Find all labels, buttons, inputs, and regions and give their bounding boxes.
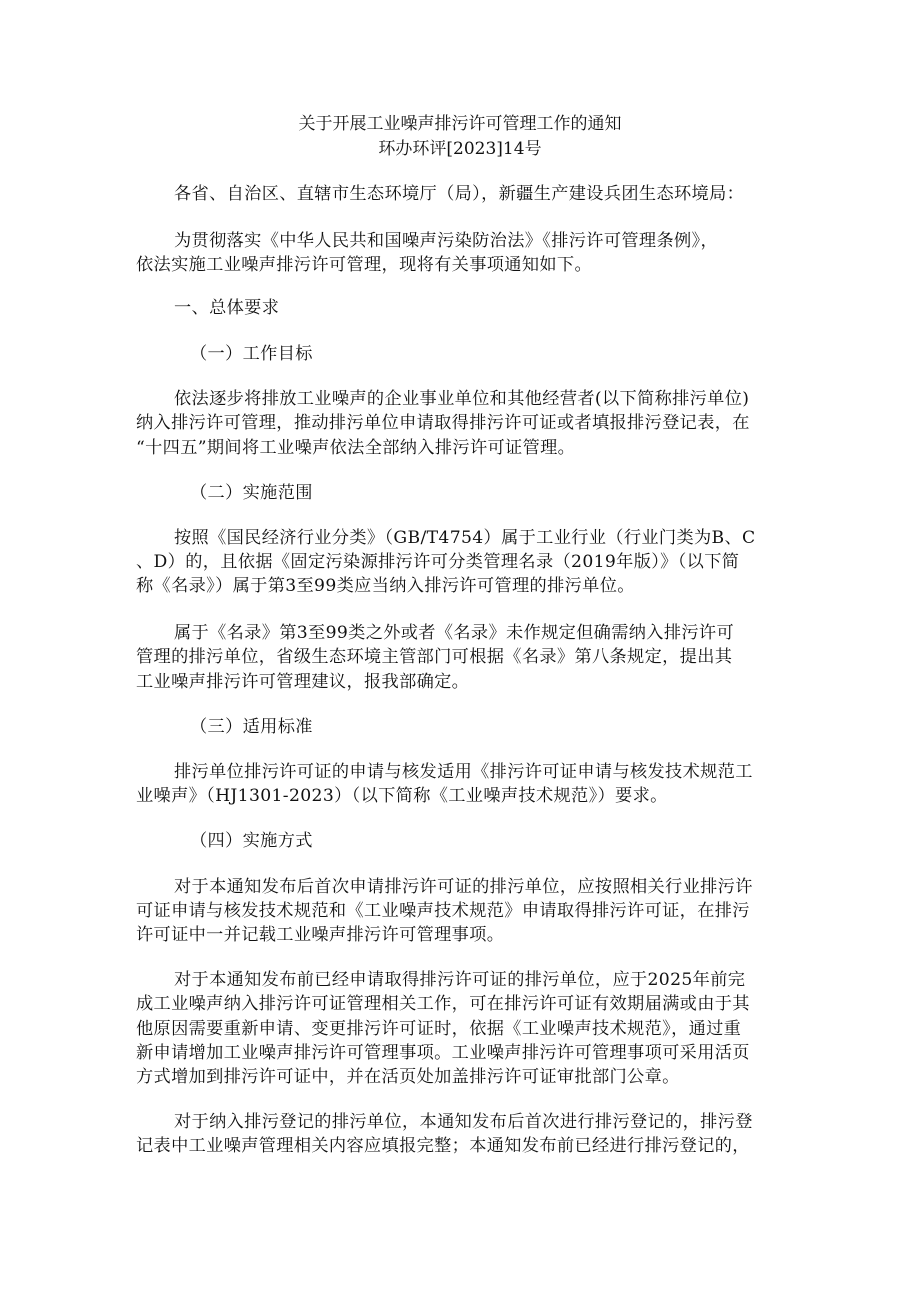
paragraph-line: 工业噪声排污许可管理建议，报我部确定。 xyxy=(136,672,470,692)
paragraph-line: 、D）的，且依据《固定污染源排污许可分类管理名录（2019年版）》（以下简 xyxy=(136,552,740,572)
document-number: 环办环评[2023]14号 xyxy=(378,139,542,159)
paragraph-line: 记表中工业噪声管理相关内容应填报完整；本通知发布前已经进行排污登记的， xyxy=(136,1136,750,1156)
paragraph-line: 纳入排污许可管理，推动排污单位申请取得排污许可证或者填报排污登记表，在 xyxy=(136,413,750,433)
section-heading-general-requirements: 一、总体要求 xyxy=(174,298,280,318)
paragraph-line: 属于《名录》第3至99类之外或者《名录》未作规定但确需纳入排污许可 xyxy=(174,623,734,643)
paragraph-line: 排污单位排污许可证的申请与核发适用《排污许可证申请与核发技术规范工 xyxy=(174,762,753,782)
salutation: 各省、自治区、直辖市生态环境厅（局），新疆生产建设兵团生态环境局： xyxy=(174,184,745,204)
paragraph-line: 称《名录》）属于第3至99类应当纳入排污许可管理的排污单位。 xyxy=(136,576,635,596)
intro-line-2: 依法实施工业噪声排污许可管理，现将有关事项通知如下。 xyxy=(136,255,592,275)
paragraph-line: 按照《国民经济行业分类》（GB/T4754）属于工业行业（行业门类为B、C xyxy=(174,528,756,548)
paragraph-line: 他原因需要重新申请、变更排污许可证时，依据《工业噪声技术规范》，通过重 xyxy=(136,1019,742,1039)
paragraph-line: 业噪声》（HJ1301-2023）（以下简称《工业噪声技术规范》）要求。 xyxy=(136,786,668,806)
subsection-heading-scope: （二）实施范围 xyxy=(190,483,313,503)
paragraph-line: 新申请增加工业噪声排污许可管理事项。工业噪声排污许可管理事项可采用活页 xyxy=(136,1043,750,1063)
paragraph-line: 管理的排污单位，省级生态环境主管部门可根据《名录》第八条规定，提出其 xyxy=(136,647,733,667)
paragraph-line: 对于本通知发布前已经申请取得排污许可证的排污单位，应于2025年前完 xyxy=(174,970,746,990)
paragraph-line: “十四五”期间将工业噪声依法全部纳入排污许可证管理。 xyxy=(136,438,576,458)
paragraph-line: 可证申请与核发技术规范和《工业噪声技术规范》申请取得排污许可证，在排污 xyxy=(136,901,750,921)
subsection-heading-implementation: （四）实施方式 xyxy=(190,831,313,851)
document-title: 关于开展工业噪声排污许可管理工作的通知 xyxy=(298,114,622,134)
paragraph-line: 依法逐步将排放工业噪声的企业事业单位和其他经营者(以下简称排污单位) xyxy=(174,389,750,409)
subsection-heading-standards: （三）适用标准 xyxy=(190,717,313,737)
document-header xyxy=(0,112,920,162)
subsection-heading-work-goal: （一）工作目标 xyxy=(190,344,313,364)
paragraph-line: 对于本通知发布后首次申请排污许可证的排污单位，应按照相关行业排污许 xyxy=(174,877,753,897)
intro-line-1: 为贯彻落实《中华人民共和国噪声污染防治法》《排污许可管理条例》， xyxy=(174,231,719,251)
paragraph-line: 对于纳入排污登记的排污单位，本通知发布后首次进行排污登记的，排污登 xyxy=(174,1112,753,1132)
paragraph-line: 成工业噪声纳入排污许可证管理相关工作，可在排污许可证有效期届满或由于其 xyxy=(136,994,750,1014)
paragraph-line: 方式增加到排污许可证中，并在活页处加盖排污许可证审批部门公章。 xyxy=(136,1067,680,1087)
paragraph-line: 许可证中一并记载工业噪声排污许可管理事项。 xyxy=(136,925,505,945)
